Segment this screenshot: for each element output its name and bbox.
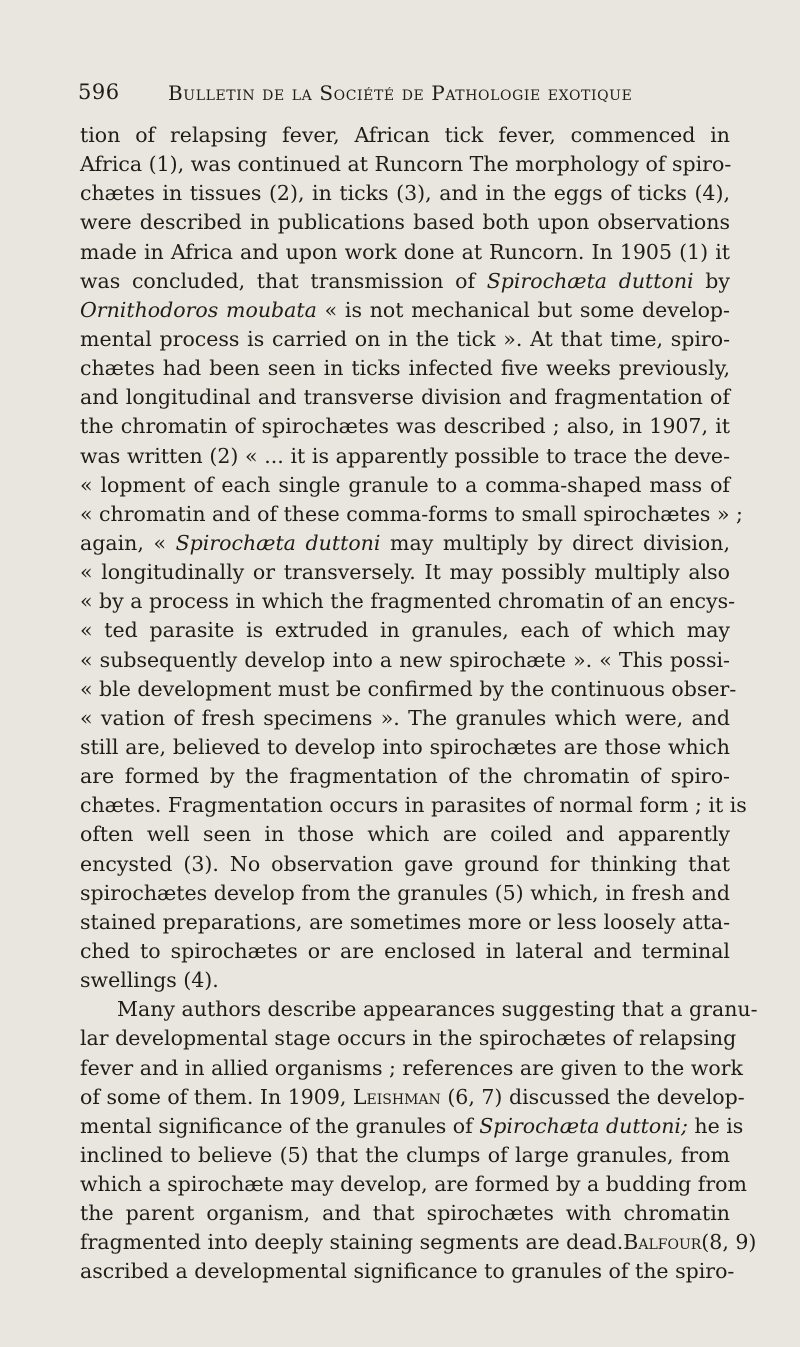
- text-line: which a spirochæte may develop, are formed by a budding from: [80, 1172, 747, 1197]
- text-segment: may multiply by direct division,: [390, 530, 730, 555]
- text-line: lar developmental stage occurs in the spirochætes of relapsing: [80, 1026, 737, 1051]
- text-segment: fragmented into deeply staining segments are dead.: [80, 1230, 624, 1255]
- text-segment: mental significance of the granules of: [80, 1113, 473, 1138]
- text-line: encysted (3). No observation gave ground for thinking that: [80, 851, 730, 876]
- text-line: « chromatin and of these comma-forms to small spirochætes » ;: [80, 501, 743, 526]
- text-line: still are, believed to develop into spirochætes are those which: [80, 734, 730, 759]
- text-line: ched to spirochætes or are enclosed in lateral and terminal: [80, 938, 730, 963]
- text-segment: of some of them. In 1909,: [80, 1084, 347, 1109]
- text-line: swellings (4).: [80, 968, 219, 993]
- author-name: Balfour: [623, 1230, 702, 1255]
- page-header: [78, 80, 738, 112]
- text-line: the chromatin of spirochætes was described ; also, in 1907, it: [80, 414, 730, 439]
- text-line: fever and in allied organisms ; references are given to the work: [80, 1055, 743, 1080]
- text-line: [80, 1112, 744, 1141]
- text-line: « ted parasite is extruded in granules, each of which may: [80, 618, 730, 643]
- text-line: « vation of fresh specimens ». The granules which were, and: [80, 705, 730, 730]
- text-line: inclined to believe (5) that the clumps of large granules, from: [80, 1142, 730, 1167]
- text-line: and longitudinal and transverse division and fragmentation of: [80, 385, 730, 410]
- text-segment: again, «: [80, 530, 166, 555]
- author-name: Leishman: [352, 1084, 441, 1109]
- text-line: ascribed a developmental significance to granules of the spiro-: [80, 1259, 735, 1284]
- text-line: « by a process in which the fragmented chromatin of an encys-: [80, 589, 736, 614]
- text-line: were described in publications based both upon observations: [80, 210, 730, 235]
- text-segment: « is not mechanical but some develop-: [324, 297, 730, 322]
- text-line: chætes. Fragmentation occurs in parasites of normal form ; it is: [80, 793, 747, 818]
- text-line: « lopment of each single granule to a comma-shaped mass of: [80, 472, 730, 497]
- text-line: was written (2) « ... it is apparently possible to trace the deve-: [80, 443, 730, 468]
- text-line: spirochætes develop from the granules (5) which, in fresh and: [80, 880, 730, 905]
- text-line: chætes in tissues (2), in ticks (3), and in the eggs of ticks (4),: [80, 181, 730, 206]
- page-number: 596: [78, 80, 120, 104]
- text-line: [80, 1228, 757, 1257]
- text-segment: (6, 7) discussed the develop-: [447, 1084, 745, 1109]
- text-segment: (8, 9): [701, 1230, 757, 1255]
- text-line: « subsequently develop into a new spirochæte ». « This possi-: [80, 647, 730, 672]
- body-text: [80, 121, 758, 1287]
- text-line: mental process is carried on in the tick ». At that time, spiro-: [80, 326, 730, 351]
- text-line: [80, 529, 730, 558]
- text-line: made in Africa and upon work done at Runcorn. In 1905 (1) it: [80, 239, 730, 264]
- text-segment: he is: [694, 1113, 744, 1138]
- text-line: [80, 267, 730, 296]
- species-name: Ornithodoros moubata: [80, 297, 317, 322]
- species-name: Spirochæta duttoni: [486, 268, 694, 293]
- running-title: Bulletin de la Société de Pathologie exotique: [168, 81, 633, 105]
- text-segment: by: [705, 268, 730, 293]
- text-line: are formed by the fragmentation of the chromatin of spiro-: [80, 764, 730, 789]
- text-segment: was concluded, that transmission of: [80, 268, 476, 293]
- text-line: chætes had been seen in ticks infected five weeks previously,: [80, 356, 730, 381]
- text-line: stained preparations, are sometimes more or less loosely atta-: [80, 909, 730, 934]
- text-line: the parent organism, and that spirochætes with chromatin: [80, 1201, 730, 1226]
- text-line: tion of relapsing fever, African tick fever, commenced in: [80, 123, 730, 147]
- text-line: Africa (1), was continued at Runcorn The morphology of spiro-: [80, 152, 732, 177]
- species-name: Spirochæta duttoni: [175, 530, 381, 555]
- text-line: « longitudinally or transversely. It may possibly multiply also: [80, 560, 730, 585]
- text-line: Many authors describe appearances suggesting that a granu-: [117, 997, 758, 1022]
- text-line: [80, 1083, 745, 1112]
- species-name: Spirochæta duttoni;: [479, 1113, 688, 1138]
- text-line: [80, 296, 730, 325]
- text-line: often well seen in those which are coiled and apparently: [80, 822, 730, 847]
- text-line: « ble development must be confirmed by the continuous obser-: [80, 676, 737, 701]
